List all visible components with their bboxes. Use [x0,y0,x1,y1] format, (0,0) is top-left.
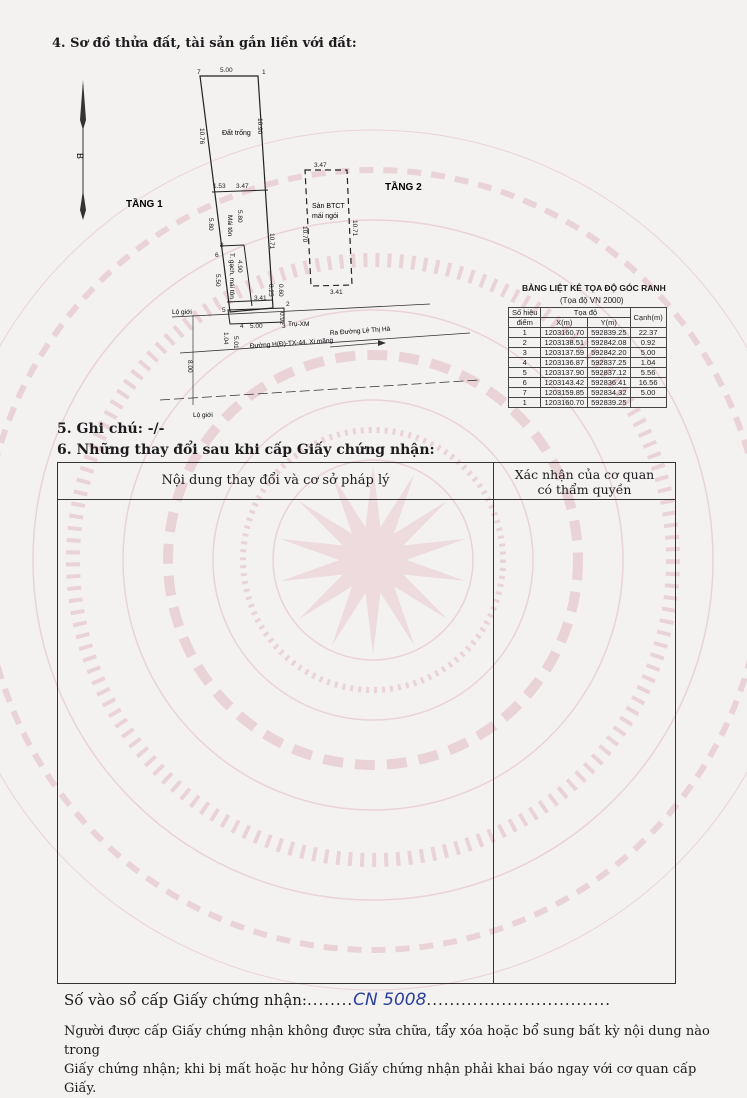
usage-note-line-1: Người được cấp Giấy chứng nhận không được sửa chữa, tẩy xóa hoặc bổ sung bất kỳ nội dung nào trong [64,1024,710,1058]
registry-label: Số vào sổ cấp Giấy chứng nhận: [64,991,307,1009]
coord-cell-y: 592837.25 [588,358,630,368]
dim-mid-b: 3.47 [236,183,249,190]
changes-header-authority [494,467,675,497]
plot-boundary [200,76,273,312]
coord-cell-p: 2 [509,338,541,348]
plot-divider-upper [212,190,268,192]
dim-inner-lower: 4.90 [236,260,243,273]
road-exit-arrow-head [378,340,386,346]
point-4: 4 [240,323,244,330]
registry-trailing-dots: ................................ [426,991,611,1009]
coord-header-edge: Cạnh(m) [630,308,666,328]
registry-leading-dots: ........ [307,991,354,1009]
coord-row [509,398,667,408]
coord-row [509,378,667,388]
changes-table [57,462,676,984]
point-6: 6 [215,252,219,259]
pole-label: Trụ-XM [288,321,310,328]
corridor-label-top: Lộ giới [172,309,192,316]
vacant-land-label: Đất trống [222,130,251,137]
dim-bottom-width: 5.00 [250,323,263,330]
brick-wall-label: T. gạch, mái tôn [228,253,235,299]
dim-left-foot: 1.04 [222,332,229,345]
coord-cell-x: 1203136.87 [541,358,588,368]
coord-cell-p: 4 [509,358,541,368]
dim-bottom-a: 0.25 [267,284,274,297]
coord-row [509,368,667,378]
floor2-label: TẦNG 2 [385,182,422,193]
road-name-label: Đường H(Đ)-TX-44, Xi măng [249,337,334,350]
road-exit-arrow [330,343,378,347]
point-3: 3 [282,323,286,330]
authority-line-2: có thẩm quyền [537,482,632,497]
coord-table-subtitle: (Tọa độ VN 2000) [560,296,624,305]
coord-row [509,358,667,368]
coord-header-point: Số hiệu [509,308,541,318]
plot-divider-inner [244,245,252,306]
usage-note-line-2: Giấy chứng nhận; khi bị mất hoặc hư hỏng Giấy chứng nhận phải khai báo ngay với cơ quan cấp Giấy. [64,1062,697,1096]
point-5: 5 [222,307,226,314]
coord-cell-x: 1203138.51 [541,338,588,348]
point-7: 7 [197,69,201,76]
coord-cell-p: 3 [509,348,541,358]
plot-foot [228,308,284,324]
land-plot-diagram [0,50,500,425]
dim-mid-a: 1.53 [213,183,226,190]
coord-row [509,388,667,398]
section-5-title: 5. Ghi chú: -/- [57,421,165,437]
coord-cell-y: 592834.32 [588,388,630,398]
coord-header-coord: Tọa độ [541,308,630,318]
coord-cell-x: 1203137.90 [541,368,588,378]
dim-t2-right: 10.71 [351,220,358,237]
coord-cell-y: 592839.25 [588,328,630,338]
point-1: 1 [262,69,266,76]
dim-t2-left: 10.70 [301,226,308,243]
registry-number: CN 5008 [353,990,427,1010]
dim-right-upper: 10.90 [256,118,263,135]
dim-left-lower: 5.50 [214,274,221,287]
coord-cell-x: 1203160.70 [541,398,588,408]
coord-header-x: X(m) [541,318,588,328]
coord-cell-e: 16.56 [630,378,666,388]
coord-cell-y: 592842.08 [588,338,630,348]
dim-bottom-d: 0.92 [278,312,285,325]
section-6-title: 6. Những thay đổi sau khi cấp Giấy chứng nhận: [57,442,435,458]
coord-header-y: Y(m) [588,318,630,328]
coord-cell-p: 6 [509,378,541,388]
coord-cell-y: 592836.41 [588,378,630,388]
point-2: 2 [286,301,290,308]
dim-right-lower: 10.71 [268,233,275,250]
coord-cell-y: 592837.12 [588,368,630,378]
coord-row [509,328,667,338]
changes-header-content: Nội dung thay đổi và cơ sở pháp lý [161,473,390,488]
coord-cell-p: 5 [509,368,541,378]
coord-cell-x: 1203137.59 [541,348,588,358]
road-line-lower [160,380,480,400]
dim-bottom-c: 0.60 [277,284,284,297]
point-8: 8 [220,242,224,249]
coord-cell-e: 5.00 [630,348,666,358]
dim-left-mid: 5.80 [207,218,214,231]
road-line-upper [172,304,430,317]
coord-cell-e: 0.92 [630,338,666,348]
section-4-title: 4. Sơ đồ thửa đất, tài sản gắn liền với đất: [52,36,357,51]
tile-roof-label: mái ngói [312,213,339,220]
coord-cell-p: 7 [509,388,541,398]
coord-cell-e [630,398,666,408]
coord-header-point-2: điểm [509,318,541,328]
registry-line [64,990,611,1010]
coord-table-title: BẢNG LIỆT KÊ TỌA ĐỘ GÓC RANH [522,283,666,293]
changes-column-divider [493,463,494,983]
coord-cell-e: 1.04 [630,358,666,368]
north-label: B [75,153,85,160]
coord-cell-e: 5.00 [630,388,666,398]
dim-right-foot: 5.01 [232,336,239,349]
concrete-floor-label: Sàn BTCT [312,203,345,210]
dim-t2-top: 3.47 [314,162,327,169]
coord-cell-x: 1203159.85 [541,388,588,398]
corridor-label-bottom: Lộ giới [193,412,213,419]
north-arrow-icon [80,80,86,220]
coord-cell-y: 592839.25 [588,398,630,408]
coord-cell-p: 1 [509,398,541,408]
coord-cell-x: 1203143.42 [541,378,588,388]
coord-row [509,338,667,348]
coord-cell-p: 1 [509,328,541,338]
changes-header-line [58,499,675,500]
usage-note [64,1022,724,1098]
floor2-boundary [305,170,352,286]
dim-left-upper: 10.76 [198,128,205,145]
coord-cell-x: 1203160.70 [541,328,588,338]
authority-line-1: Xác nhận của cơ quan [514,467,655,482]
coord-row [509,348,667,358]
dim-bottom-b: 3.41 [254,295,267,302]
coord-cell-e: 5.56 [630,368,666,378]
dim-road-width: 8.00 [186,360,193,373]
dim-inner-mid: 5.80 [236,210,243,223]
dim-top: 5.00 [220,67,233,74]
dim-t2-bottom: 3.41 [330,289,343,296]
coord-table [508,307,667,408]
corrugated-roof-label: Mái tôn [226,215,233,237]
floor1-label: TẦNG 1 [126,199,163,210]
exit-road-label: Ra Đường Lê Thị Hà [329,325,391,337]
coord-cell-e: 22.37 [630,328,666,338]
coord-cell-y: 592842.20 [588,348,630,358]
